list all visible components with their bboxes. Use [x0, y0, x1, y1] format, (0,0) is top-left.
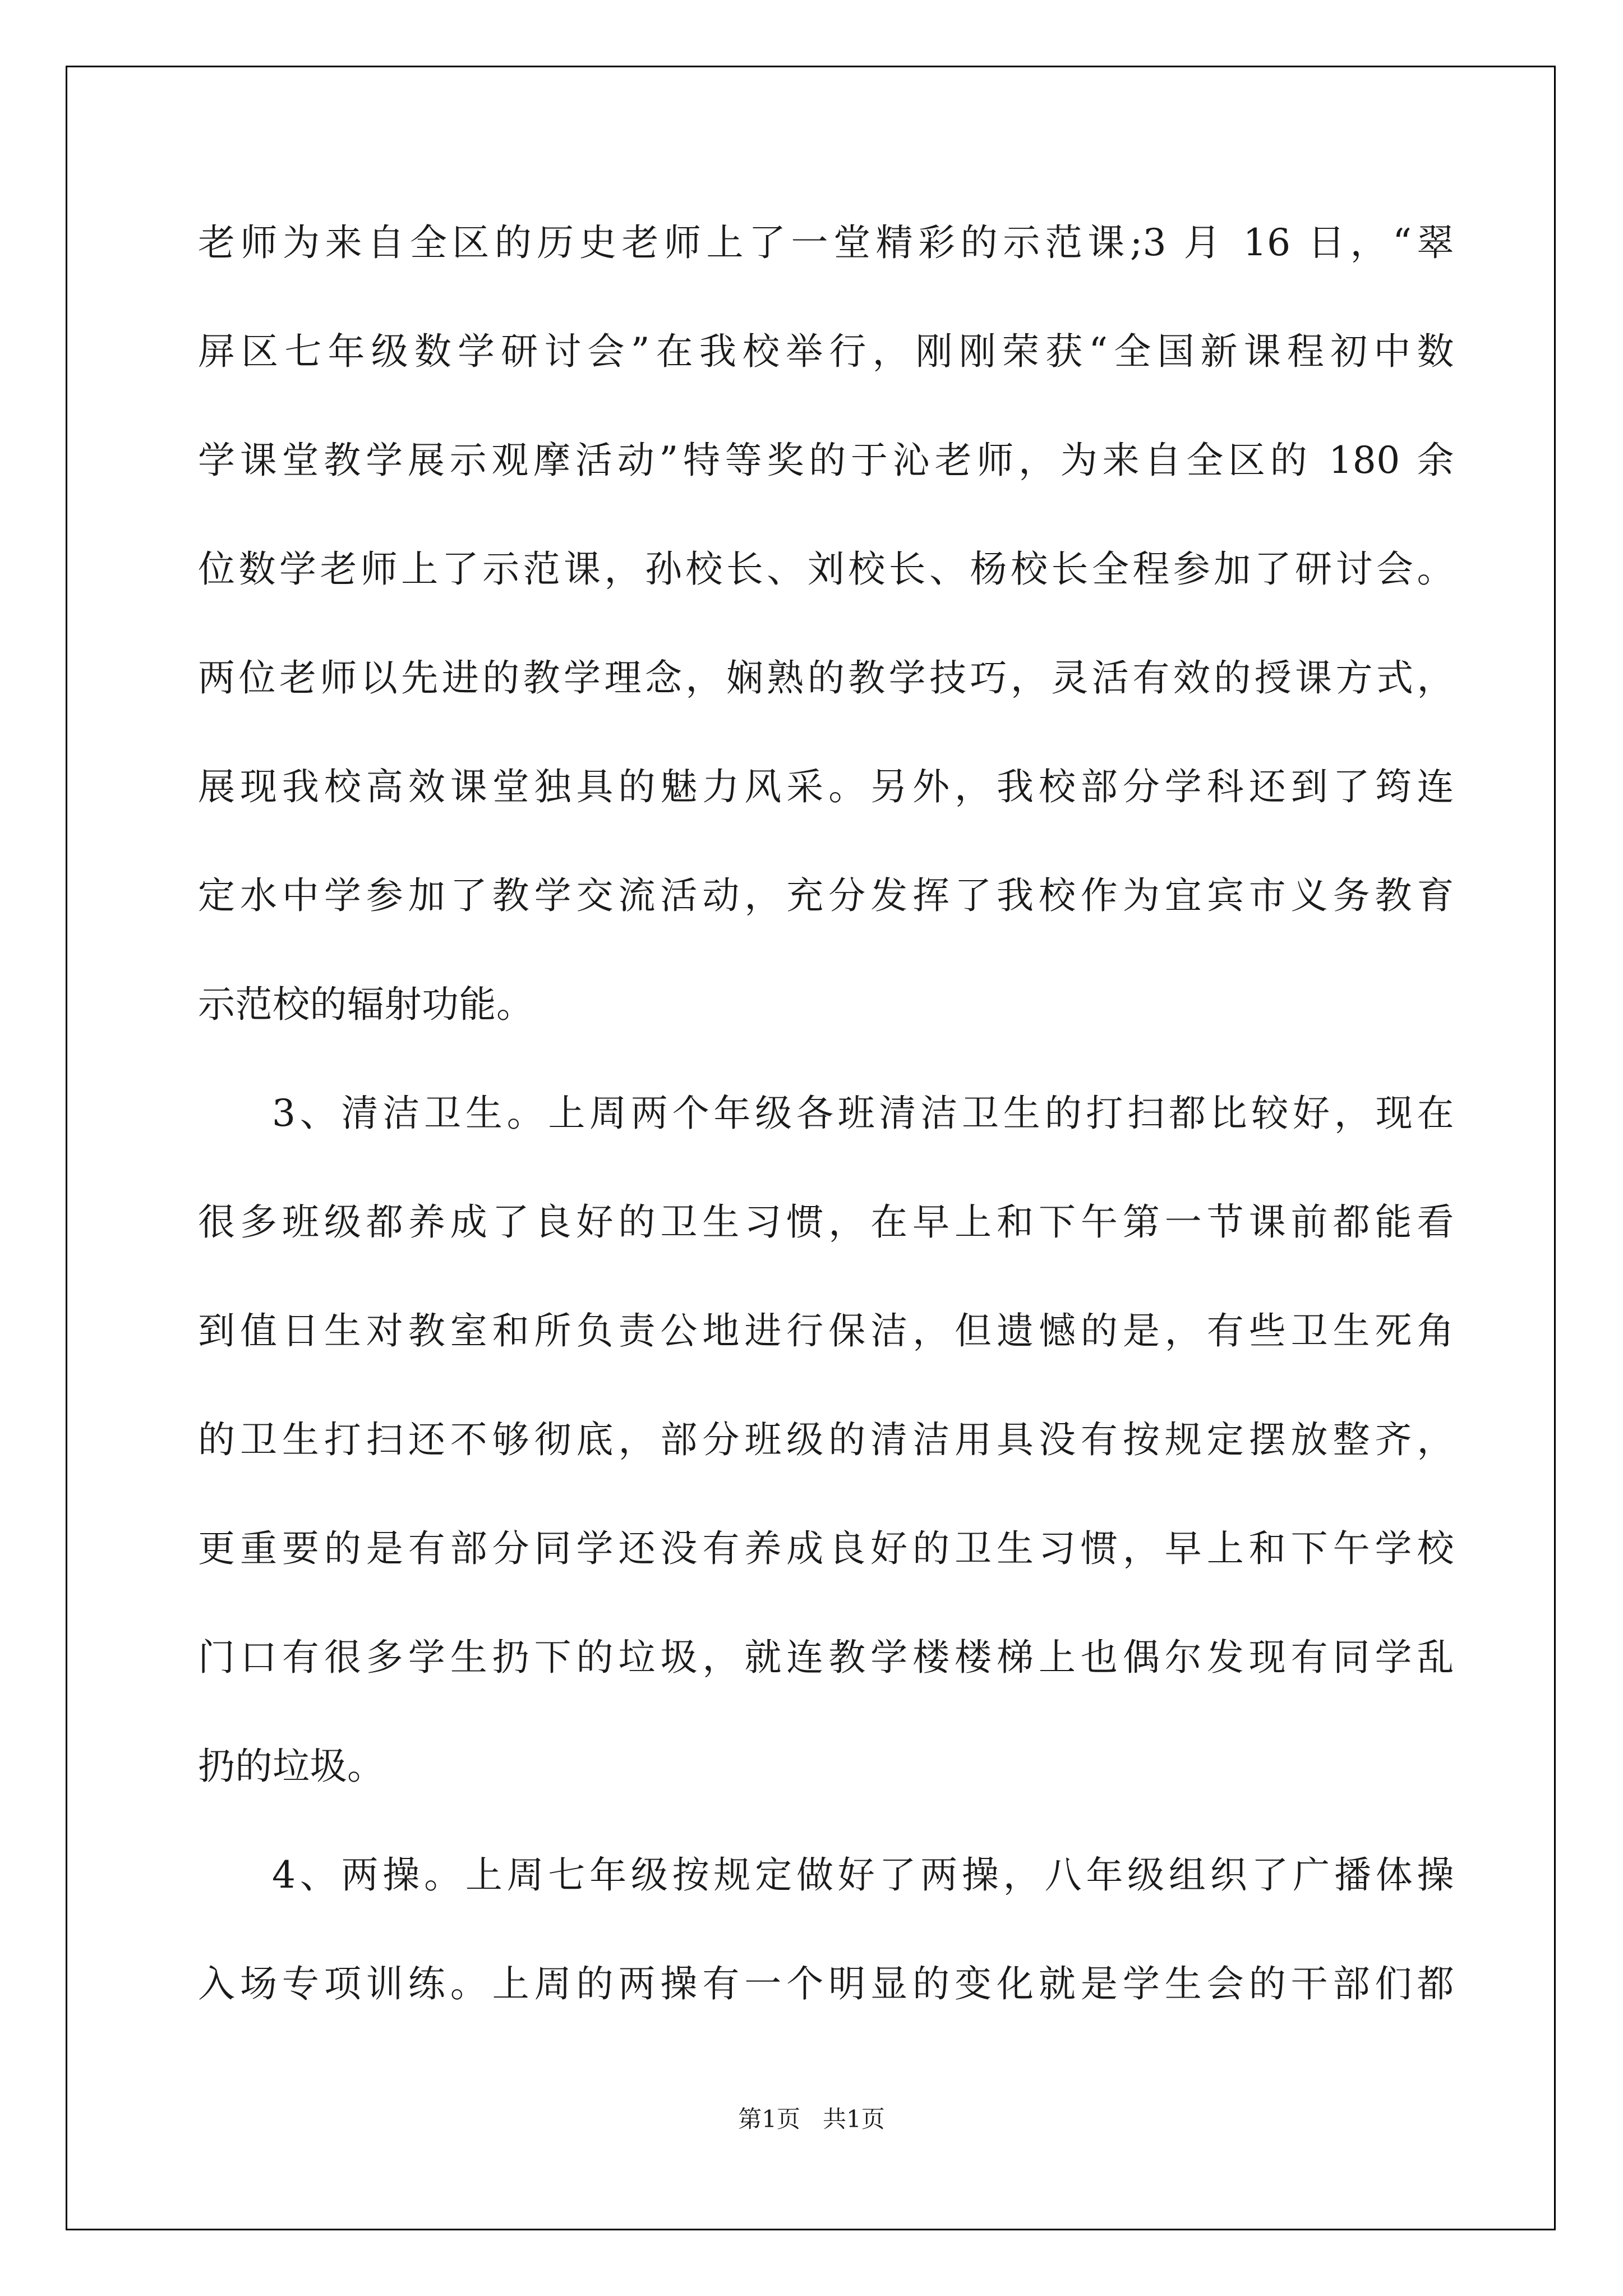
text-line: 老师为来自全区的历史老师上了一堂精彩的示范课;3 月 16 日，“翠	[198, 221, 1454, 264]
page-footer: 第1页 共1页	[738, 2105, 885, 2133]
text-line: 定水中学参加了教学交流活动，充分发挥了我校作为宜宾市义务教育	[198, 874, 1454, 917]
text-line: 位数学老师上了示范课，孙校长、刘校长、杨校长全程参加了研讨会。	[198, 547, 1454, 591]
text-line: 两位老师以先进的教学理念，娴熟的教学技巧，灵活有效的授课方式，	[198, 656, 1454, 700]
document-body	[198, 213, 1454, 2063]
text-line: 的卫生打扫还不够彻底，部分班级的清洁用具没有按规定摆放整齐，	[198, 1418, 1454, 1461]
text-line: 入场专项训练。上周的两操有一个明显的变化就是学生会的干部们都	[198, 1962, 1454, 2005]
text-line: 门口有很多学生扔下的垃圾，就连教学楼楼梯上也偶尔发现有同学乱	[198, 1636, 1454, 1679]
text-line: 屏区七年级数学研讨会”在我校举行，刚刚荣获“全国新课程初中数	[198, 330, 1454, 373]
text-line: 学课堂教学展示观摩活动”特等奖的于沁老师，为来自全区的 180 余	[198, 439, 1454, 482]
paragraph-heading-cleaning: 3、清洁卫生。上周两个年级各班清洁卫生的打扫都比较好，现在	[272, 1092, 1454, 1135]
text-line: 到值日生对教室和所负责公地进行保洁，但遗憾的是，有些卫生死角	[198, 1309, 1454, 1352]
paragraph-heading-exercises: 4、两操。上周七年级按规定做好了两操，八年级组织了广播体操	[272, 1853, 1454, 1897]
text-line: 更重要的是有部分同学还没有养成良好的卫生习惯，早上和下午学校	[198, 1527, 1454, 1570]
text-line: 扔的垃圾。	[198, 1745, 385, 1788]
text-line: 示范校的辐射功能。	[198, 983, 534, 1026]
text-line: 很多班级都养成了良好的卫生习惯，在早上和下午第一节课前都能看	[198, 1200, 1454, 1244]
text-line: 展现我校高效课堂独具的魅力风采。另外，我校部分学科还到了筠连	[198, 765, 1454, 808]
